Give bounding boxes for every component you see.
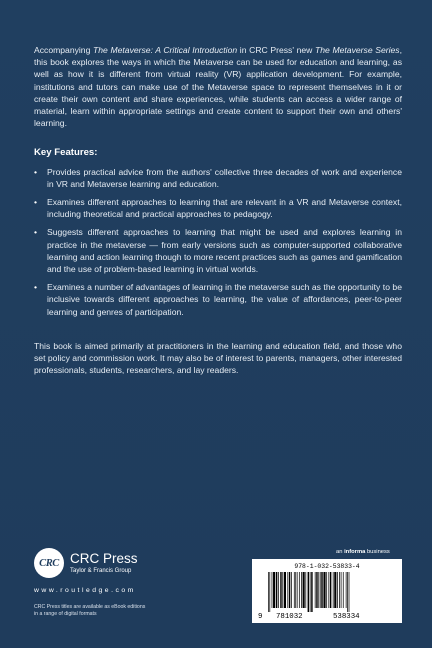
barcode-bar [341, 572, 342, 608]
barcode-bar [337, 572, 338, 608]
barcode-bar [303, 572, 305, 608]
publisher-block [34, 548, 145, 618]
barcode-bar [272, 572, 273, 608]
barcode-bar [320, 572, 321, 608]
feature-text: Suggests different approaches to learning that might be used and explores learning in practice in the metaverse — from early versions such as computer-supported collaborative learning and action learning though to more recent practices such as games and gamification and the use of problem-based learning in virtual worlds. [47, 227, 402, 275]
barcode-bar [343, 572, 344, 608]
barcode-bar [316, 572, 317, 608]
informa-suffix: business [365, 549, 390, 555]
barcode-bar [269, 572, 270, 612]
barcode-bar [347, 572, 348, 612]
audience-paragraph: This book is aimed primarily at practitioners in the learning and education field, and those who set policy and commission work. It may also be of interest to parents, managers, other interested professionals, students, researchers, and lay readers. [34, 340, 402, 376]
crc-logo-icon: CRC [34, 548, 64, 578]
intro-text-1: Accompanying [34, 45, 94, 55]
isbn-digits-left: 781032 [276, 613, 303, 621]
barcode-bar [346, 572, 347, 608]
barcode-bar [328, 572, 329, 608]
informa-word: informa [344, 549, 366, 555]
barcode-bar [289, 572, 290, 608]
barcode-bar [334, 572, 336, 608]
book-title: The Metaverse: A Critical Introduction [93, 45, 238, 55]
barcode-bar [310, 572, 311, 612]
barcode-bar [301, 572, 302, 608]
barcode-bar [284, 572, 286, 608]
publisher-logo [34, 548, 145, 578]
barcode-bar [291, 572, 292, 608]
ebook-note-line-2: in a range of digital formats [34, 611, 97, 618]
barcode-bar [268, 572, 269, 612]
barcode-bar [294, 572, 295, 608]
publisher-name: CRC Press [70, 551, 138, 566]
barcode-bar [349, 572, 350, 612]
list-item [34, 196, 402, 220]
barcode-bar [276, 572, 277, 608]
barcode-bar [282, 572, 283, 608]
barcode-bar [318, 572, 319, 608]
barcode-bar [315, 572, 316, 608]
key-features-list [34, 166, 402, 318]
list-item [34, 226, 402, 275]
barcode-bar [287, 572, 288, 608]
feature-text: Examines a number of advantages of learning in the metaverse such as the opportunity to be inclusive towards different approaches to learning, the value of affordances, peer-to-peer learning and genres of participation. [47, 282, 402, 317]
barcode-bar [326, 572, 327, 608]
ebook-note [34, 604, 145, 618]
informa-prefix: an [336, 549, 345, 555]
bullet-icon: • [34, 197, 38, 208]
intro-text-3: , this book explores the ways in which the Metaverse can be used for education and learning, as well as how it is different from virtual reality (VR) application development. For example, institutions and tutors can make use of the Metaverse space to represent themselves in it or create their own content and share experiences, while students can access a wider range of material, learn within appropriate settings and create content to support their own and others' learning. [34, 45, 402, 129]
informa-business [336, 549, 390, 555]
feature-text: Examines different approaches to learning that are relevant in a VR and Metaverse context, including theoretical and practical approaches to pedagogy. [47, 197, 402, 220]
bullet-icon: • [34, 227, 38, 238]
barcode-bar [330, 572, 331, 608]
barcode-bar [297, 572, 298, 608]
isbn-digit-lead: 9 [258, 613, 263, 621]
intro-text-2: in CRC Press' new [237, 45, 316, 55]
barcode-bar [299, 572, 300, 608]
barcode-bar [323, 572, 325, 608]
feature-text: Provides practical advice from the authors' collective three decades of work and experience in VR and Metaverse learning and education. [47, 166, 402, 189]
barcode-bar [278, 572, 279, 608]
bullet-icon: • [34, 166, 38, 177]
series-title: The Metaverse Series [315, 45, 400, 55]
barcode-bar [333, 572, 334, 608]
list-item [34, 281, 402, 318]
publisher-group: Taylor & Francis Group [70, 568, 132, 574]
isbn-number: 978-1-032-53833-4 [294, 563, 360, 570]
barcode-bar [311, 572, 312, 612]
key-features-title: Key Features: [34, 147, 98, 159]
blurb [34, 44, 402, 376]
isbn-digits-right: 538334 [333, 613, 360, 621]
barcode-bar [280, 572, 281, 608]
barcode-bar [305, 572, 306, 608]
barcode-bar [308, 572, 309, 612]
barcode-bar [273, 572, 275, 608]
list-item [34, 166, 402, 190]
ebook-note-line-1: CRC Press titles are available as eBook editions [34, 604, 146, 610]
intro-paragraph [34, 44, 402, 129]
barcode-bar [339, 572, 340, 608]
barcode-icon [268, 572, 386, 612]
barcode-bar [295, 572, 296, 608]
barcode-bar [321, 572, 322, 608]
bullet-icon: • [34, 282, 38, 293]
publisher-website: www.routledge.com [34, 587, 136, 594]
isbn-barcode [252, 559, 402, 623]
logo-text [70, 552, 138, 574]
